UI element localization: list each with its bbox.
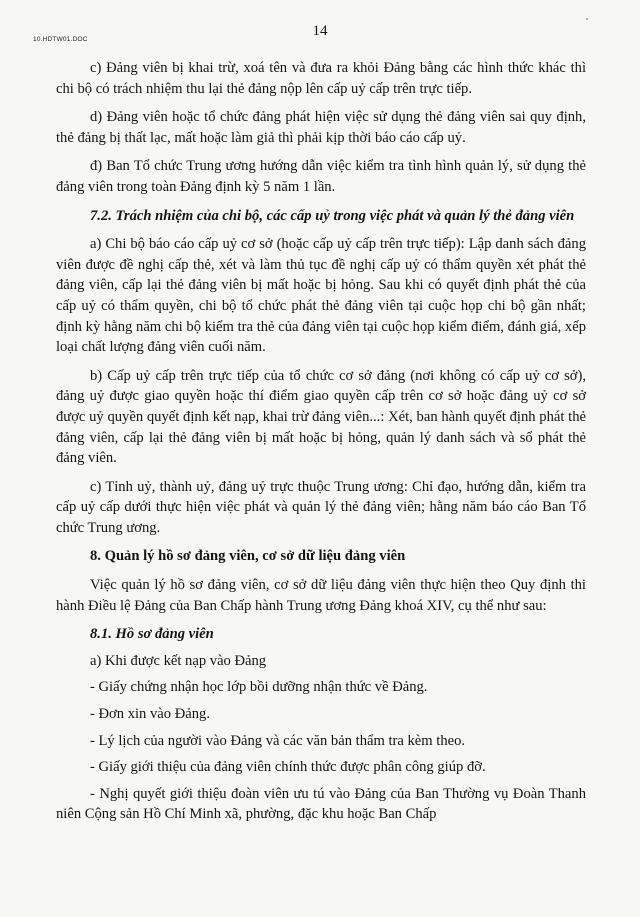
section-heading-7-2: 7.2. Trách nhiệm của chi bộ, các cấp uỷ trong việc phát và quản lý thẻ đảng viên	[90, 207, 575, 224]
list-item-application: - Đơn xin vào Đảng.	[90, 706, 210, 723]
page-number: 14	[312, 23, 328, 39]
paragraph-c-revoked: c) Đảng viên bị khai trừ, xoá tên và đưa ra khỏi Đảng bằng các hình thức khác thì chi bộ có trách nhiệm thu lại thẻ đảng nộp lên cấp uỷ cấp trên trực tiếp.	[56, 60, 586, 97]
list-item-youth-union-resolution: - Nghị quyết giới thiệu đoàn viên ưu tú vào Đảng của Ban Thường vụ Đoàn Thanh niên Cộng sản Hồ Chí Minh xã, phường, đặc khu hoặc Ban Chấp	[56, 785, 586, 823]
document-body	[56, 58, 586, 831]
paragraph-b-superior-committee: b) Cấp uỷ cấp trên trực tiếp của tổ chức cơ sở đảng (nơi không có cấp uỷ cơ sở), đảng uỷ được giao quyền hoặc thí điểm giao quyền cấp trên cơ sở hoặc đảng uỷ cơ sở được uỷ quyền quyết định kết nạp, khai trừ đảng viên...: Xét, ban hành quyết định phát thẻ đảng viên, cấp lại thẻ đảng viên bị mất hoặc bị hỏng, quản lý danh sách và sổ phát thẻ đảng viên.	[56, 367, 586, 467]
section-heading-8-1: 8.1. Hồ sơ đảng viên	[90, 626, 214, 643]
section-heading-8: 8. Quản lý hồ sơ đảng viên, cơ sở dữ liệu đảng viên	[90, 548, 406, 565]
list-item-curriculum-vitae: - Lý lịch của người vào Đảng và các văn bản thẩm tra kèm theo.	[90, 732, 466, 749]
paragraph-a-branch: a) Chi bộ báo cáo cấp uỷ cơ sở (hoặc cấp uỷ cấp trên trực tiếp): Lập danh sách đảng viên được đề nghị cấp thẻ, xét và làm thủ tục đề nghị cấp uỷ có thẩm quyền xét phát thẻ đảng viên, cấp lại thẻ đảng viên bị mất hoặc bị hỏng. Sau khi có quyết định phát thẻ của cấp uỷ có thẩm quyền, chi bộ tổ chức phát thẻ đảng viên tại cuộc họp chi bộ gần nhất; định kỳ hằng năm chi bộ kiểm tra thẻ của đảng viên tại cuộc họp kiểm điểm, đánh giá, xếp loại chất lượng đảng viên cuối năm.	[56, 236, 586, 356]
list-item-certificate: - Giấy chứng nhận học lớp bồi dưỡng nhận thức về Đảng.	[90, 679, 428, 696]
paragraph-c-provincial: c) Tỉnh uỷ, thành uỷ, đảng uỷ trực thuộc Trung ương: Chỉ đạo, hướng dẫn, kiểm tra cấp uỷ cấp dưới thực hiện việc phát và quản lý thẻ đảng viên; hằng năm báo cáo Ban Tổ chức Trung ương.	[56, 478, 586, 536]
file-code: 10.HDTW01.DOC	[33, 36, 88, 43]
paragraph-d-report-misuse: d) Đảng viên hoặc tổ chức đảng phát hiện việc sử dụng thẻ đảng viên sai quy định, thẻ đảng bị thất lạc, mất hoặc làm giả thì phải kịp thời báo cáo cấp uỷ.	[56, 109, 586, 146]
list-item-admission: a) Khi được kết nạp vào Đảng	[90, 652, 267, 669]
list-item-referral: - Giấy giới thiệu của đảng viên chính thức được phân công giúp đỡ.	[90, 759, 486, 776]
paragraph-records-intro: Việc quản lý hồ sơ đảng viên, cơ sở dữ liệu đảng viên thực hiện theo Quy định thi hành Điều lệ Đảng của Ban Chấp hành Trung ương Đảng khoá XIV, cụ thể như sau:	[56, 577, 586, 614]
paragraph-dd-inspection: đ) Ban Tổ chức Trung ương hướng dẫn việc kiểm tra tình hình quản lý, sử dụng thẻ đảng viên trong toàn Đảng định kỳ 5 năm 1 lần.	[56, 158, 586, 195]
scan-speck	[586, 18, 588, 20]
